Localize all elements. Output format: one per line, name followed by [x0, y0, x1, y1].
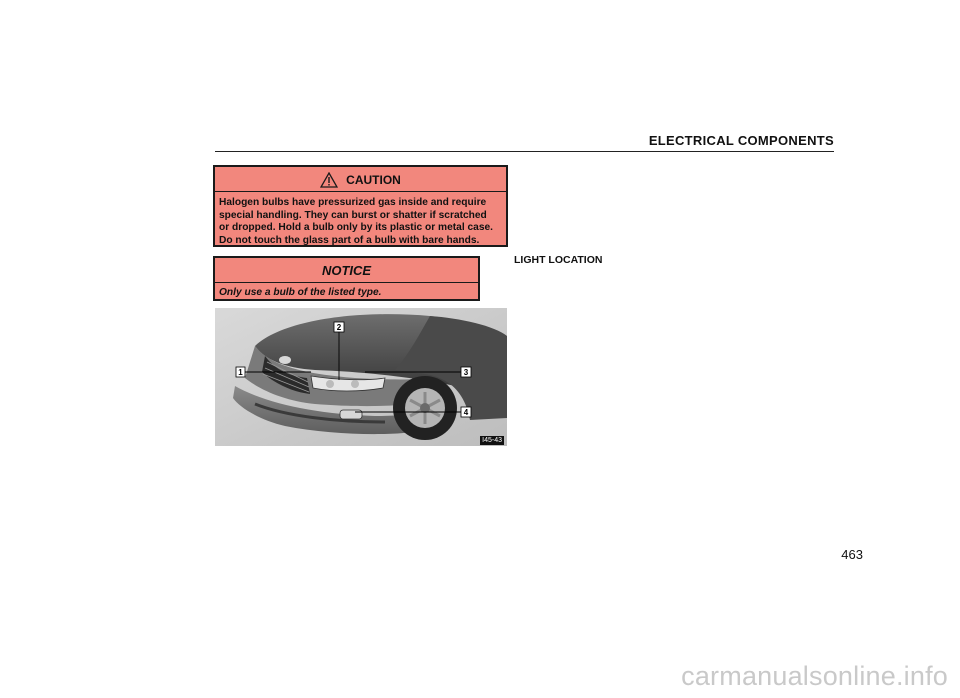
caution-header: [215, 169, 506, 192]
car-front-illustration: [215, 308, 507, 446]
caution-line: special handling. They can burst or shatter if scratched: [219, 209, 487, 221]
caution-title: CAUTION: [346, 173, 401, 187]
figure-code: I45-43: [482, 437, 502, 444]
callout-number: 1: [238, 368, 243, 377]
notice-text: Only use a bulb of the listed type.: [219, 287, 382, 298]
page-number: 463: [841, 547, 863, 562]
warning-triangle-icon: [320, 172, 338, 188]
caution-line: Do not touch the glass part of a bulb with bare hands.: [219, 234, 480, 246]
notice-box: [213, 256, 480, 301]
callout-number: 4: [463, 408, 469, 417]
light-location-label: LIGHT LOCATION: [514, 254, 603, 266]
caution-box: [213, 165, 508, 247]
section-header-title: ELECTRICAL COMPONENTS: [648, 133, 834, 148]
header-rule: [215, 151, 834, 152]
notice-title: NOTICE: [321, 262, 372, 278]
caution-line: Halogen bulbs have pressurized gas inside and require: [219, 197, 487, 208]
callout-number: 2: [336, 323, 342, 332]
watermark-text: carmanualsonline.info: [681, 661, 948, 691]
car-front-light-location-photo: [215, 308, 507, 446]
callout-number: 3: [463, 368, 469, 377]
notice-header: [215, 258, 478, 283]
caution-line: or dropped. Hold a bulb only by its plastic or metal case.: [219, 222, 493, 234]
caution-text: [219, 197, 504, 247]
